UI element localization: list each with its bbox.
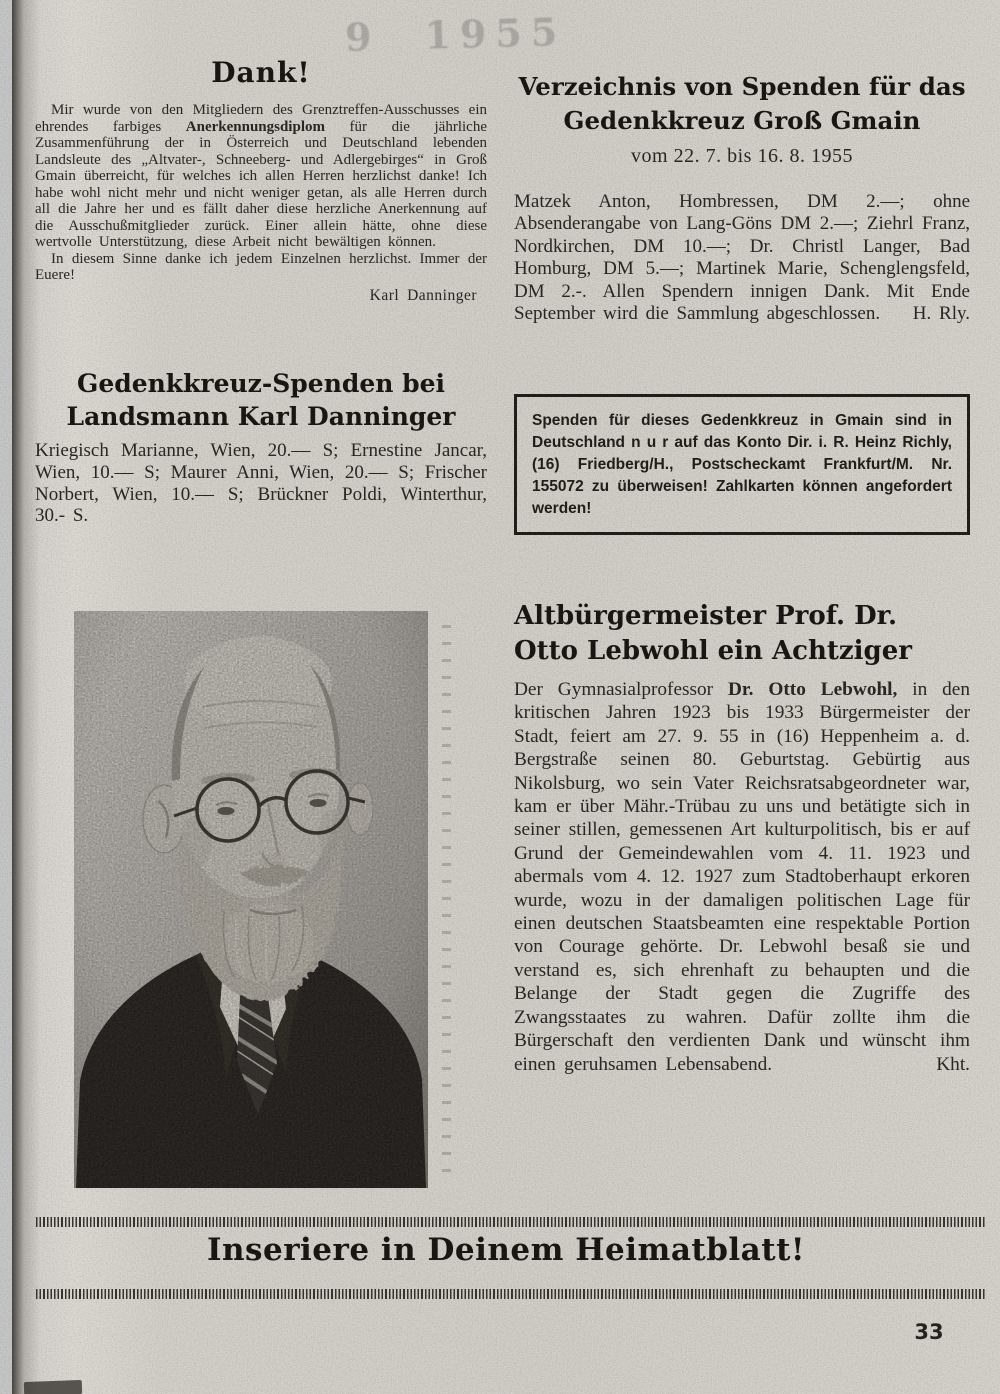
gedenkkreuz-article-title	[35, 367, 487, 433]
verzeichnis-title-line2: Gedenkkreuz Groß Gmain	[563, 106, 921, 135]
verzeichnis-title-line1: Verzeichnis von Spenden für das	[518, 72, 966, 101]
dank-p1-rest: für die jährliche Zusammenführung der in Österreich und Deutschland lebenden Landsleute des „Altvater-, Schneeberg- und Adlergebirges“ in Groß Gmain überreicht, für welches ich allen Herren herzlichst danke! Ich habe wohl nicht mehr und nicht weniger getan, als alle Herren durch all die Jahre her und es fällt daher diese herzliche Anerkennung auf die Ausschußmitglieder zurück. Einer allein hätte, ohne diese wertvolle Unterstützung, diese Arbeit nicht bewältigen können.	[35, 118, 487, 250]
spenden-info-box: Spenden für dieses Gedenkkreuz in Gmain sind in Deutschland n u r auf das Konto Dir. i. R. Heinz Richly, (16) Friedberg/H., Postscheckamt Frankfurt/M. Nr. 155072 zu überweisen! Zahlkarten können angefordert werden!	[514, 394, 970, 535]
scan-corner-shadow	[24, 1380, 82, 1394]
portrait-photo-otto-lebwohl	[74, 611, 428, 1188]
dank-signature: Karl Danninger	[369, 286, 477, 304]
verzeichnis-donor-list	[514, 191, 970, 325]
stamp-year: 1955	[423, 9, 567, 58]
lebwohl-paragraph	[514, 678, 970, 1076]
lebwohl-text-lead: Der Gymnasialprofessor	[514, 679, 728, 700]
gedenkkreuz-title-line2: Landsmann Karl Danninger	[66, 402, 456, 431]
page-number: 33	[914, 1320, 944, 1344]
verzeichnis-article-title	[514, 70, 970, 138]
gedenkkreuz-title-line1: Gedenkkreuz-Spenden bei	[76, 369, 446, 398]
advertising-banner: Inseriere in Deinem Heimatblatt!	[206, 1232, 806, 1268]
verzeichnis-signature: H. Rly.	[912, 303, 970, 325]
lebwohl-article-body	[514, 678, 970, 1076]
verzeichnis-article-body	[514, 191, 970, 325]
date-stamp	[344, 9, 566, 60]
hatched-divider-top	[36, 1217, 986, 1227]
gedenkkreuz-article-body: Kriegisch Marianne, Wien, 20.— S; Ernestine Jancar, Wien, 10.— S; Maurer Anni, Wien, 20.— S; Frischer Norbert, Wien, 10.— S; Brückner Poldi, Winterthur, 30.- S.	[35, 440, 487, 527]
dank-paragraph-1	[35, 102, 487, 251]
lebwohl-title-line1: Altbürgermeister Prof. Dr.	[514, 601, 897, 631]
lebwohl-name-bold: Dr. Otto Lebwohl,	[727, 679, 898, 700]
lebwohl-title-line2: Otto Lebwohl ein Achtziger	[514, 636, 912, 666]
scan-artifact-dashes	[442, 625, 451, 1181]
lebwohl-text-rest: in den kritischen Jahren 1923 bis 1933 Bürgermeister der Stadt, feiert am 27. 9. 55 in (16) Heppenheim a. d. Bergstraße seinen 80. Geburtstag. Gebürtig aus Nikolsburg, wo sein Vater Reichsratsabgeordneter war, kam er über Mähr.-Trübau zu uns und betätigte sich in seiner stillen, gemessenen Art kulturpolitisch, bis er auf Grund der Gemeindewahlen vom 4. 11. 1923 und abermals vom 4. 12. 1927 zum Stadtoberhaupt erkoren wurde, wozu in der damaligen politischen Lage für einen deutschen Staatsbeamten eine respektable Portion von Courage gehörte. Dr. Lebwohl besaß sie und verstand es, sich ehrenhaft zu behaupten und die Belange der Stadt gegen die Zugriffe des Zwangsstaates zu wahren. Dafür zollte ihm die Bürgerschaft den verdienten Dank und wünscht ihm einen geruhsamen Lebensabend.	[514, 679, 970, 1075]
dank-p1-bold-term: Anerkennungsdiplom	[185, 118, 325, 135]
dank-paragraph-2: In diesem Sinne danke ich jedem Einzelnen herzlichst. Immer der Euere!	[35, 250, 487, 283]
portrait-photo-image	[74, 611, 428, 1188]
dank-article-title: Dank!	[211, 56, 311, 89]
verzeichnis-date-range: vom 22. 7. bis 16. 8. 1955	[631, 145, 853, 167]
dank-p1-text: Mir wurde von den Mitgliedern des Grenztreffen-Ausschusses ein ehrendes farbiges	[35, 102, 487, 135]
verzeichnis-text: Matzek Anton, Hombressen, DM 2.—; ohne Absenderangabe von Lang-Göns DM 2.—; Ziehrl Franz, Nordkirchen, DM 10.—; Dr. Christl Langer, Bad Homburg, DM 5.—; Martinek Marie, Schenglengsfeld, DM 2.-. Allen Spendern innigen Dank. Mit Ende September wird die Sammlung abgeschlossen.	[514, 191, 970, 325]
lebwohl-article-title	[514, 599, 970, 669]
dank-article-body	[35, 102, 487, 304]
hatched-divider-bottom	[36, 1289, 986, 1299]
stamp-digit: 9	[344, 13, 382, 60]
lebwohl-signature: Kht.	[936, 1053, 970, 1075]
